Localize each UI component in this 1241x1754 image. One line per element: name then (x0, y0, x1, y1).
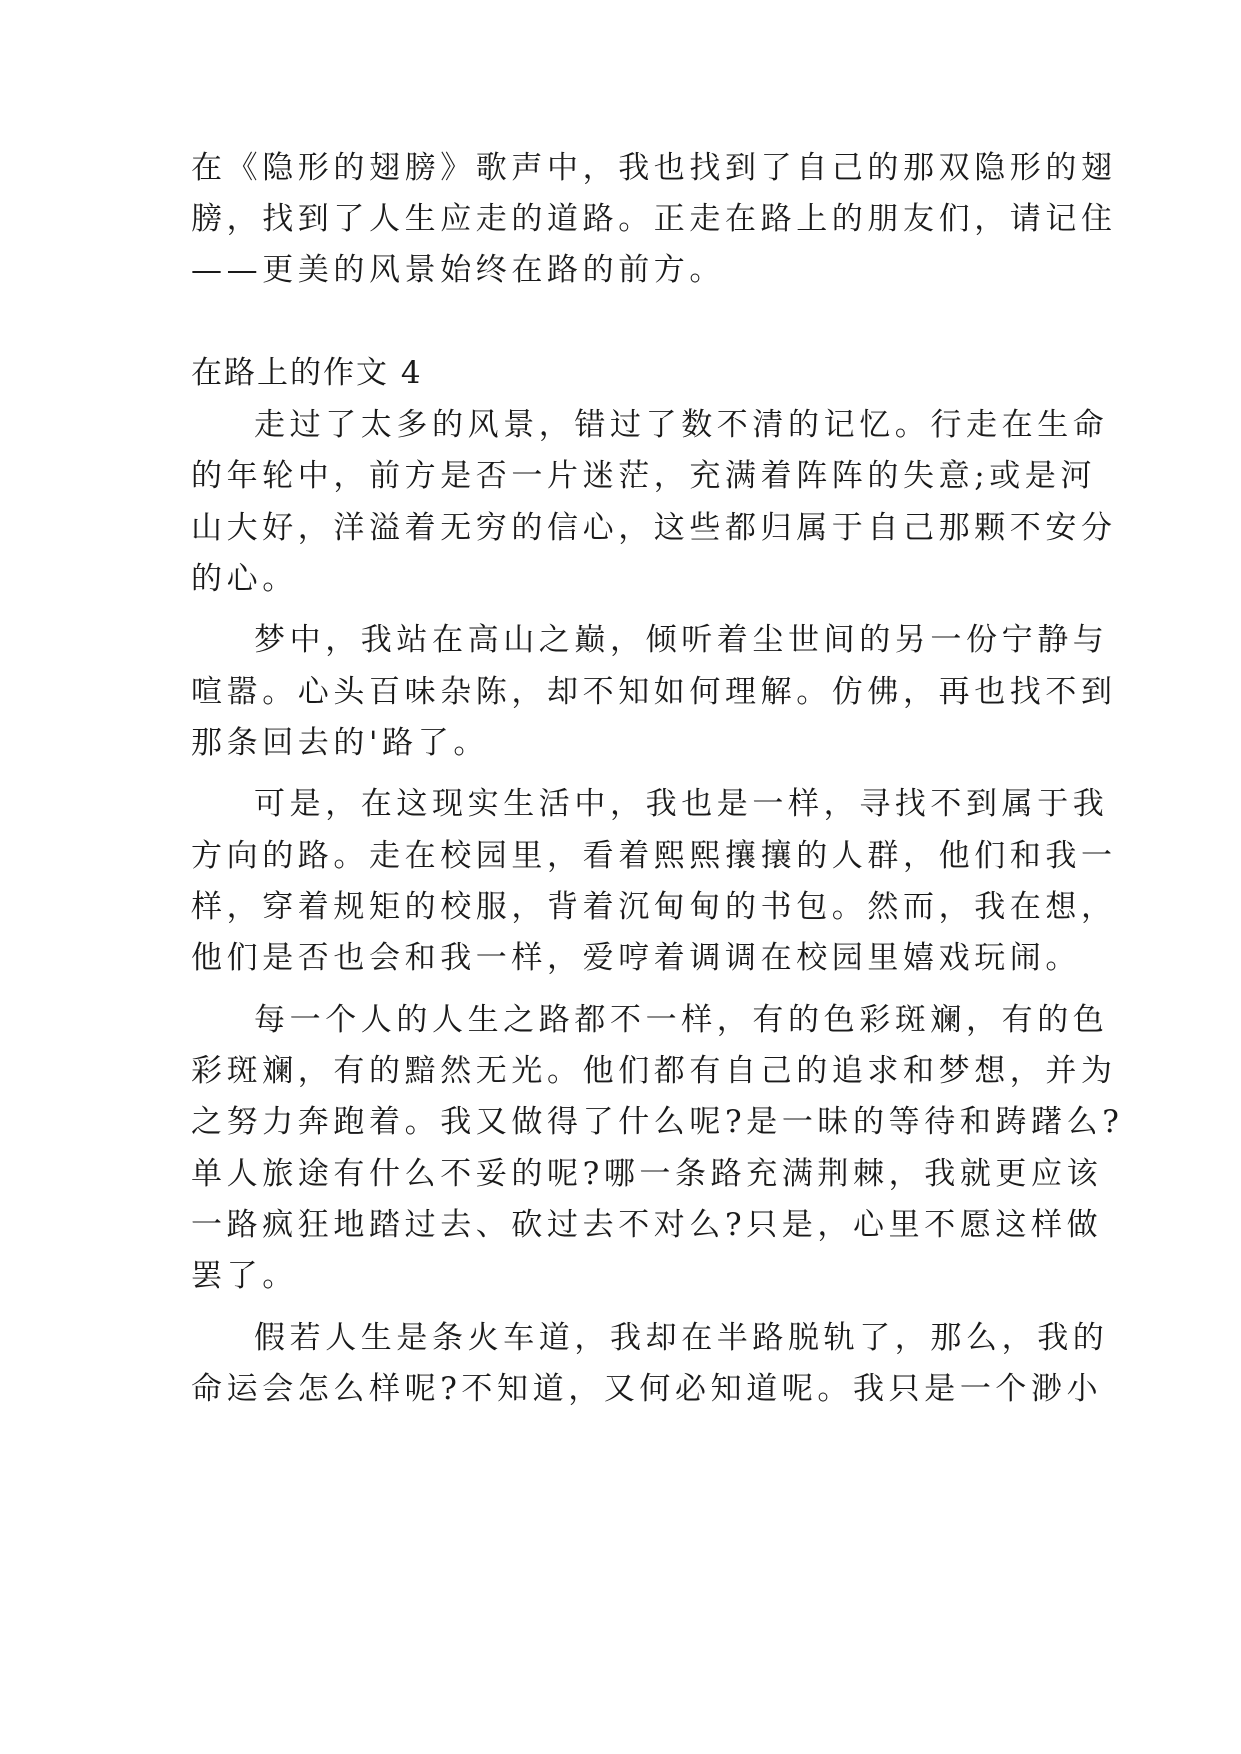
paragraph-3-line-1: 可是，在这现实生活中，我也是一样，寻找不到属于我 (254, 786, 1109, 822)
intro-line-3: ——更美的风景始终在路的前方。 (191, 252, 725, 288)
paragraph-2-line-2: 喧嚣。心头百味杂陈，却不知如何理解。仿佛，再也找不到 (191, 674, 1117, 710)
paragraph-2-line-1: 梦中，我站在高山之巅，倾听着尘世间的另一份宁静与 (254, 622, 1109, 658)
paragraph-5-line-1: 假若人生是条火车道，我却在半路脱轨了，那么，我的 (254, 1320, 1109, 1356)
paragraph-4-line-1: 每一个人的人生之路都不一样，有的色彩斑斓，有的色 (254, 1002, 1109, 1038)
paragraph-4-line-3: 之努力奔跑着。我又做得了什么呢?是一昧的等待和踌躇么? (191, 1104, 1124, 1140)
paragraph-4-line-6: 罢了。 (191, 1258, 298, 1294)
paragraph-4-line-5: 一路疯狂地踏过去、砍过去不对么?只是，心里不愿这样做 (191, 1207, 1103, 1243)
paragraph-1-line-4: 的心。 (191, 561, 298, 597)
paragraph-2-line-3: 那条回去的'路了。 (191, 725, 489, 761)
paragraph-4-line-2: 彩斑斓，有的黯然无光。他们都有自己的追求和梦想，并为 (191, 1053, 1117, 1089)
intro-line-2: 膀，找到了人生应走的道路。正走在路上的朋友们，请记住 (191, 201, 1117, 237)
paragraph-1-line-3: 山大好，洋溢着无穷的信心，这些都归属于自己那颗不安分 (191, 510, 1117, 546)
paragraph-3-line-4: 他们是否也会和我一样，爱哼着调调在校园里嬉戏玩闹。 (191, 940, 1081, 976)
paragraph-3-line-2: 方向的路。走在校园里，看着熙熙攘攘的人群，他们和我一 (191, 838, 1117, 874)
paragraph-1-line-1: 走过了太多的风景，错过了数不清的记忆。行走在生命 (254, 407, 1109, 443)
paragraph-3-line-3: 样，穿着规矩的校服，背着沉甸甸的书包。然而，我在想， (191, 889, 1117, 925)
paragraph-4-line-4: 单人旅途有什么不妥的呢?哪一条路充满荆棘，我就更应该 (191, 1156, 1103, 1192)
paragraph-5-line-2: 命运会怎么样呢?不知道，又何必知道呢。我只是一个渺小 (191, 1371, 1103, 1407)
section-title: 在路上的作文 4 (191, 355, 423, 391)
paragraph-1-line-2: 的年轮中，前方是否一片迷茫，充满着阵阵的失意;或是河 (191, 458, 1097, 494)
intro-line-1: 在《隐形的翅膀》歌声中，我也找到了自己的那双隐形的翅 (191, 150, 1117, 186)
